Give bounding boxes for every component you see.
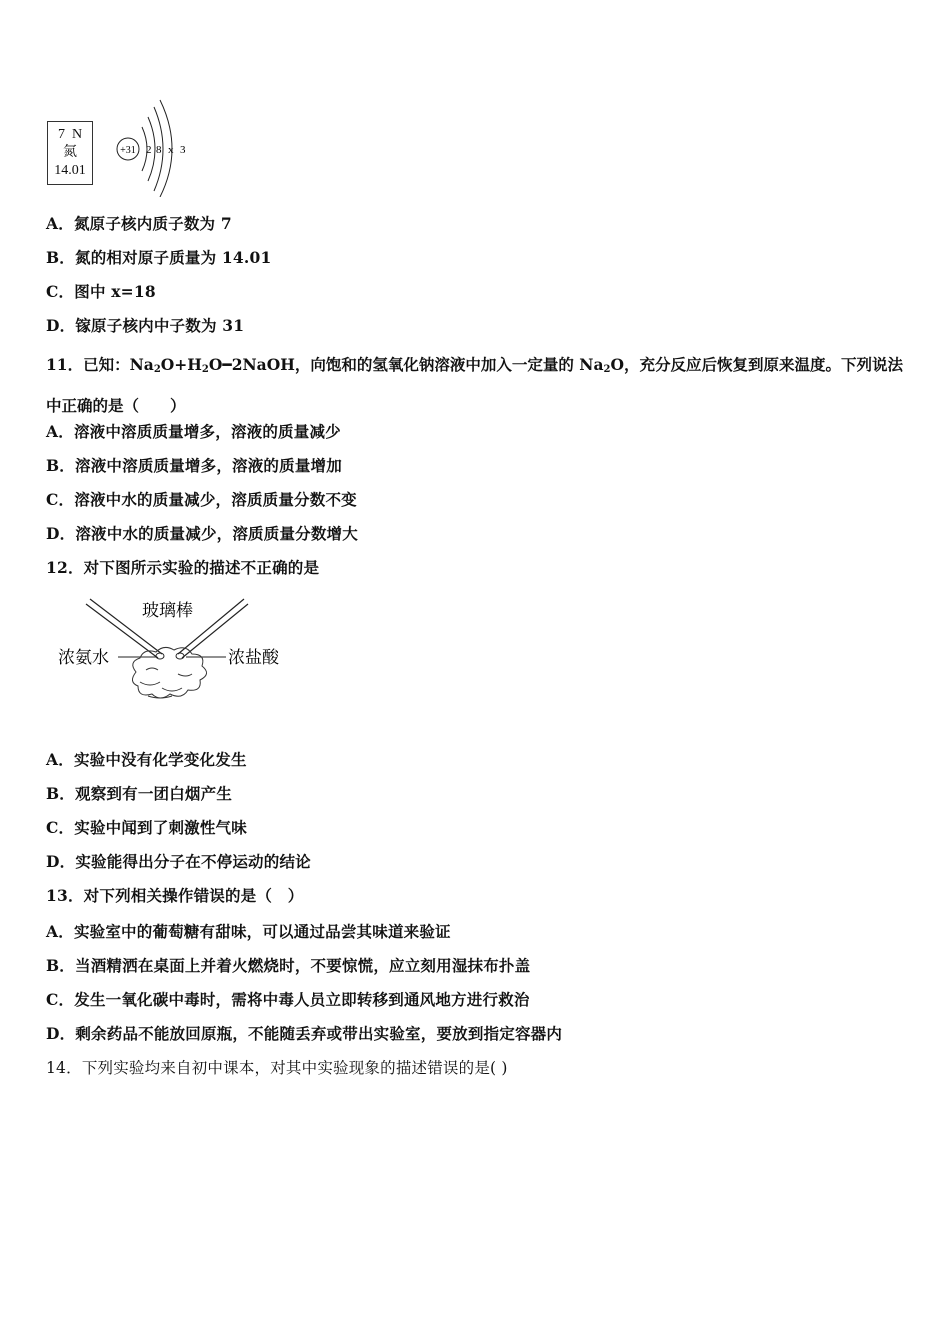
- q12-option-b: B．观察到有一团白烟产生: [46, 784, 233, 803]
- q10-option-c: C．图中 x=18: [46, 282, 156, 301]
- q10-option-a: A．氮原子核内质子数为 7: [46, 214, 232, 233]
- right-rod-tip: [176, 653, 184, 659]
- element-number: 7: [57, 127, 65, 142]
- q13-stem: 13．对下列相关操作错误的是（ ）: [46, 886, 304, 905]
- shell-4-count: 3: [180, 144, 186, 156]
- shell-3-count: x: [168, 144, 174, 156]
- q11-option-b: B．溶液中溶质质量增多，溶液的质量增加: [46, 456, 342, 475]
- concentrated-hcl-label: 浓盐酸: [228, 648, 279, 668]
- shell-2-count: 8: [156, 144, 162, 156]
- left-rod-tip: [156, 653, 164, 659]
- q11-option-c: C．溶液中水的质量减少，溶质质量分数不变: [46, 490, 357, 509]
- q13-option-c: C．发生一氧化碳中毒时，需将中毒人员立即转移到通风地方进行救治: [46, 990, 530, 1009]
- concentrated-ammonia-label: 浓氨水: [58, 648, 109, 668]
- white-smoke-cloud: [132, 647, 206, 698]
- atom-structure-diagram: [112, 97, 192, 197]
- element-name: 氮: [63, 145, 77, 160]
- q10-option-d: D．镓原子核内中子数为 31: [46, 316, 245, 335]
- element-mass: 14.01: [54, 163, 86, 178]
- q10-option-b: B．氮的相对原子质量为 14.01: [46, 248, 272, 267]
- q11-option-a: A．溶液中溶质质量增多，溶液的质量减少: [46, 422, 341, 441]
- q13-option-b: B．当酒精洒在桌面上并着火燃烧时，不要惊慌，应立刻用湿抹布扑盖: [46, 956, 531, 975]
- shell-1-count: 2: [146, 144, 152, 156]
- q14-stem: 14．下列实验均来自初中课本，对其中实验现象的描述错误的是( ): [46, 1059, 508, 1077]
- q13-option-a: A．实验室中的葡萄糖有甜味，可以通过品尝其味道来验证: [46, 922, 451, 941]
- element-number-symbol: [48, 126, 92, 144]
- q11-stem: 11．已知：$Na_2O+H_2O━2NaOH$，向饱和的氢氧化钠溶液中加入一定量的 $Na_2O$，充分反应后恢复到原来温度。下列说法中正确的是（ ）: [46, 355, 903, 415]
- q11-option-d: D．溶液中水的质量减少，溶质质量分数增大: [46, 524, 358, 543]
- q12-option-d: D．实验能得出分子在不停运动的结论: [46, 852, 311, 871]
- q12-stem: 12．对下图所示实验的描述不正确的是: [46, 558, 320, 577]
- element-tile: [47, 121, 93, 185]
- q12-option-c: C．实验中闻到了刺激性气味: [46, 818, 247, 837]
- q12-option-a: A．实验中没有化学变化发生: [46, 750, 247, 769]
- q13-option-d: D．剩余药品不能放回原瓶，不能随丢弃或带出实验室，要放到指定容器内: [46, 1024, 563, 1043]
- glass-rod-label: 玻璃棒: [142, 601, 193, 621]
- nucleus-charge: +31: [120, 145, 136, 156]
- element-symbol: N: [71, 127, 83, 142]
- ammonia-hcl-experiment-figure: [58, 596, 298, 716]
